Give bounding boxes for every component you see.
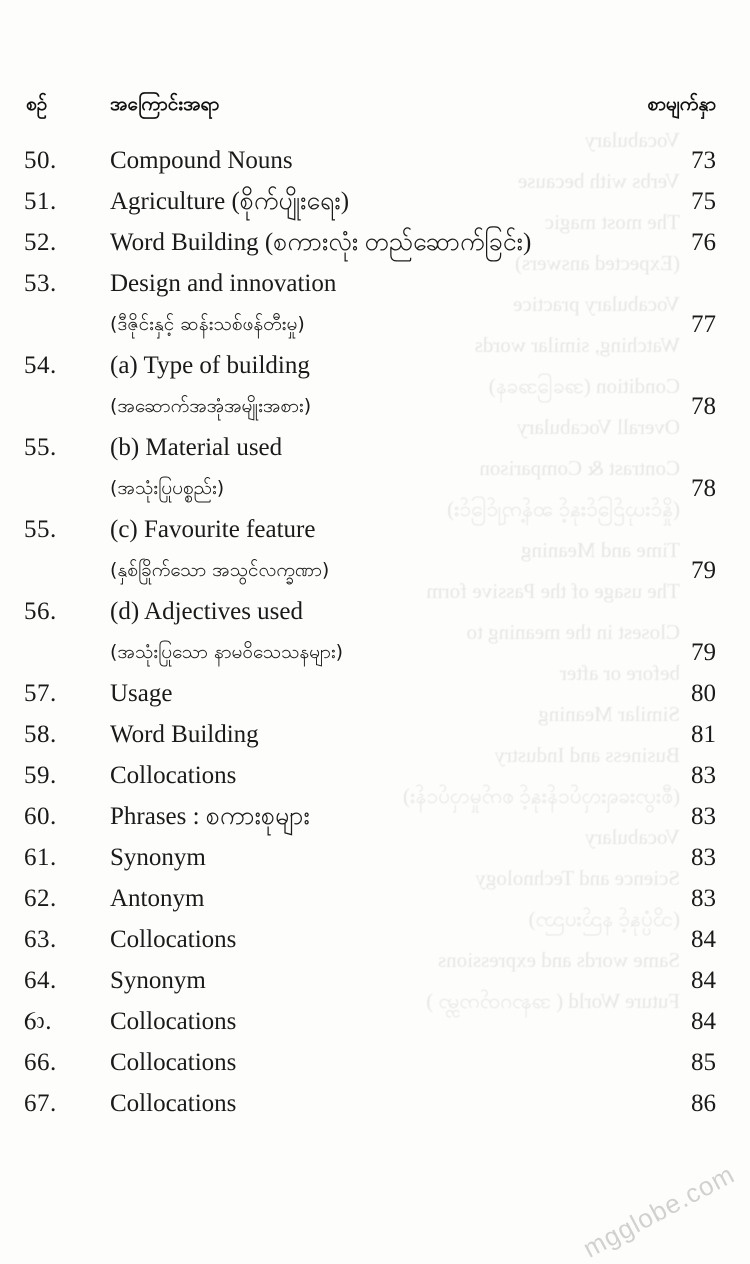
toc-entry[interactable]: [0, 878, 750, 919]
toc-entry-page-number: 83: [691, 844, 716, 871]
toc-entry-page-number: 84: [691, 967, 716, 994]
toc-entry-title: Collocations: [110, 1049, 237, 1076]
toc-entry-title: Synonym: [110, 967, 206, 994]
toc-entry-number: 61.: [24, 844, 57, 871]
header-column-page: စာမျက်နှာ: [647, 94, 716, 115]
toc-entry-number: 55.: [24, 434, 57, 461]
toc-entry-subtitle: (အသုံးပြုသော နာမဝိသေသနများ): [110, 641, 344, 663]
toc-entry-number: 53.: [24, 270, 57, 297]
toc-entry-number: 58.: [24, 721, 57, 748]
page-showthrough: Vocabulary Verbs with because The most magic (Expected answers) Vocabulary practice Watching, similar words Condition (အခြေအနေ) Overall Vocabulary Contrast & Comparison (နှိုင်းယှဉ်ခြင်းနှင့် ဆန့်ကျင်ခြင်း) Time and Meaning The usage of the Passive form Closest in the meaning to before or after Similar Meaning Business and Industry (စီးပွားရေးလုပ်ငန်းနှင့် စက်မှုလုပ်ငန်း) Vocabulary Science and Technology (သိပ္ပံနှင့် နည်းပညာ) Same words and expressions Future World ( အနာဂတ်ကမ္ဘာ ): [403, 128, 680, 1013]
toc-entry-page-number: 73: [691, 147, 716, 174]
toc-entry-number: 55.: [24, 516, 57, 543]
toc-entry-title: (c) Favourite feature: [110, 516, 316, 543]
toc-entry[interactable]: [0, 222, 750, 263]
toc-entry-number: 52.: [24, 229, 57, 256]
toc-entry[interactable]: [0, 181, 750, 222]
toc-entry[interactable]: [0, 796, 750, 837]
toc-entry-title: Collocations: [110, 1008, 237, 1035]
toc-entry-number: 60.: [24, 803, 57, 830]
toc-entry-number: 62.: [24, 885, 57, 912]
toc-entry-page-number: 84: [691, 926, 716, 953]
toc-entry-title: Collocations: [110, 1090, 237, 1117]
toc-entry-page-number: 80: [691, 680, 716, 707]
toc-entry-page-number: 78: [691, 475, 716, 502]
toc-entry-title: (d) Adjectives used: [110, 598, 304, 625]
toc-entry-title: Word Building (စကားလုံး တည်ဆောက်ခြင်း): [110, 229, 532, 256]
toc-entry-page-number: 75: [691, 188, 716, 215]
toc-entry[interactable]: [0, 427, 750, 509]
toc-entry[interactable]: [0, 140, 750, 181]
toc-entry-page-number: 83: [691, 885, 716, 912]
toc-entry-page-number: 84: [691, 1008, 716, 1035]
toc-entry[interactable]: [0, 1083, 750, 1124]
toc-entry-number: 56.: [24, 598, 57, 625]
toc-entry-page-number: 85: [691, 1049, 716, 1076]
toc-entry-title: Agriculture (စိုက်ပျိုးရေး): [110, 188, 350, 215]
toc-entry-number: 57.: [24, 680, 57, 707]
toc-entry-title: Usage: [110, 680, 173, 707]
toc-entry-number: 6ා.: [24, 1008, 52, 1035]
toc-entry-title: Synonym: [110, 844, 206, 871]
toc-entry-title: Collocations: [110, 926, 237, 953]
toc-entry[interactable]: [0, 345, 750, 427]
toc-entry-subtitle: (အဆောက်အအုံအမျိုးအစား): [110, 395, 312, 417]
toc-entry-title: (a) Type of building: [110, 352, 310, 379]
toc-entry-title: Antonym: [110, 885, 205, 912]
toc-entry-number: 50.: [24, 147, 57, 174]
toc-entry[interactable]: [0, 755, 750, 796]
toc-entry[interactable]: [0, 837, 750, 878]
toc-entry-subtitle: (နှစ်ခြိုက်သော အသွင်လက္ခဏာ): [110, 559, 330, 581]
toc-entry[interactable]: [0, 673, 750, 714]
toc-header-row: [0, 92, 750, 126]
toc-entry[interactable]: [0, 714, 750, 755]
toc-entry-page-number: 83: [691, 762, 716, 789]
header-column-no: စဉ်: [26, 94, 48, 115]
toc-entry-page-number: 86: [691, 1090, 716, 1117]
toc-entry-title: Design and innovation: [110, 270, 337, 297]
toc-entry-page-number: 79: [691, 557, 716, 584]
toc-entry-list: [0, 140, 750, 1124]
toc-entry-page-number: 79: [691, 639, 716, 666]
toc-entry-subtitle: (ဒီဇိုင်းနှင့် ဆန်းသစ်ဖန်တီးမှု): [110, 313, 305, 335]
toc-entry-number: 51.: [24, 188, 57, 215]
toc-entry-title: Word Building: [110, 721, 259, 748]
toc-entry-page-number: 81: [691, 721, 716, 748]
toc-entry[interactable]: [0, 591, 750, 673]
toc-entry[interactable]: [0, 509, 750, 591]
toc-entry[interactable]: [0, 1001, 750, 1042]
toc-entry-number: 64.: [24, 967, 57, 994]
toc-entry-number: 59.: [24, 762, 57, 789]
toc-entry[interactable]: [0, 919, 750, 960]
toc-entry-title: Compound Nouns: [110, 147, 293, 174]
toc-entry[interactable]: [0, 1042, 750, 1083]
toc-entry-number: 67.: [24, 1090, 57, 1117]
toc-entry-title: (b) Material used: [110, 434, 283, 461]
toc-entry-title: Collocations: [110, 762, 237, 789]
toc-entry-page-number: 78: [691, 393, 716, 420]
toc-entry-number: 66.: [24, 1049, 57, 1076]
toc-entry-number: 63.: [24, 926, 57, 953]
toc-entry-number: 54.: [24, 352, 57, 379]
toc-entry[interactable]: [0, 263, 750, 345]
toc-entry-page-number: 77: [691, 311, 716, 338]
toc-entry-page-number: 76: [691, 229, 716, 256]
toc-entry-subtitle: (အသုံးပြုပစ္စည်း): [110, 477, 225, 499]
watermark: mgglobe.com: [577, 1158, 740, 1264]
toc-entry[interactable]: [0, 960, 750, 1001]
toc-entry-page-number: 83: [691, 803, 716, 830]
header-column-title: အကြောင်းအရာ: [110, 94, 220, 115]
toc-entry-title: Phrases : စကားစုများ: [110, 803, 310, 830]
